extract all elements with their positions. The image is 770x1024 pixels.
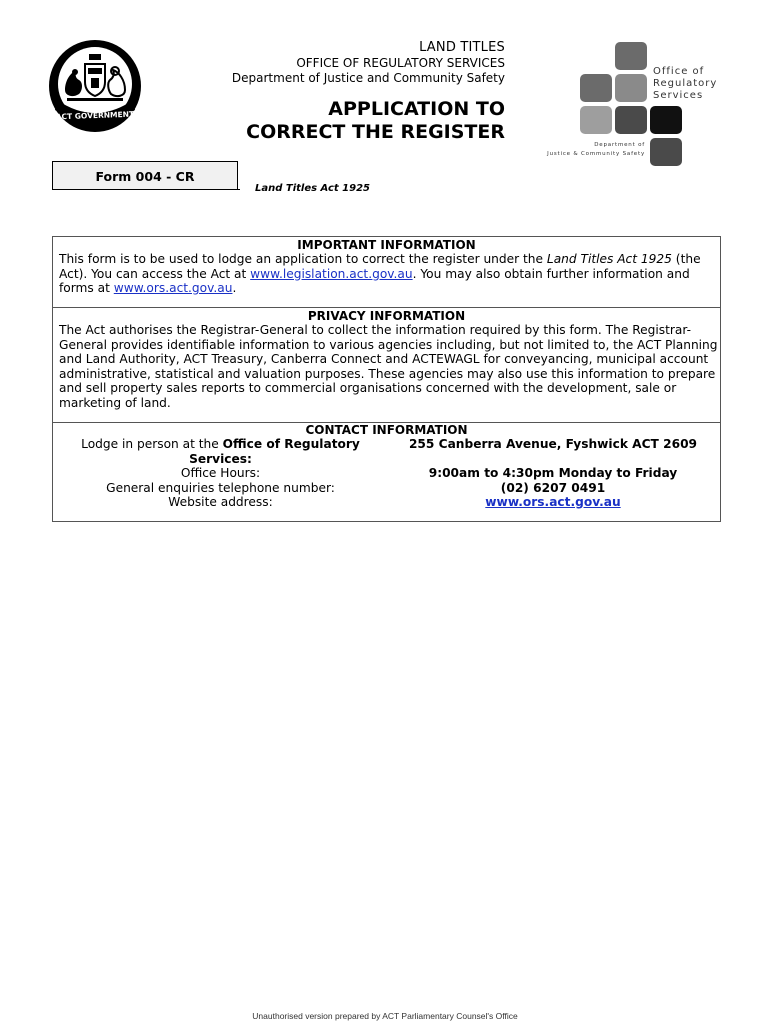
ors-logo-sub2: Justice & Community Safety — [547, 151, 645, 157]
section-divider — [53, 307, 720, 308]
important-text-part1: This form is to be used to lodge an application to correct the register under the — [59, 252, 547, 266]
ors-logo — [518, 40, 748, 168]
ors-logo-sub1: Department of — [594, 142, 645, 148]
legislation-link[interactable]: www.legislation.act.gov.au — [250, 266, 413, 281]
lodge-prefix: Lodge in person at the — [81, 437, 223, 451]
important-heading: IMPORTANT INFORMATION — [297, 238, 476, 252]
ors-logo-line1: Office of — [653, 66, 705, 77]
contact-phone: (02) 6207 0491 — [500, 480, 606, 495]
lodge-office: Office of Regulatory Services: — [189, 437, 360, 466]
form-number-tag: Form 004 - CR — [52, 161, 238, 189]
contact-labels — [53, 437, 388, 510]
website-label: Website address: — [168, 495, 273, 509]
hours-label: Office Hours: — [180, 466, 261, 480]
contact-address: 255 Canberra Avenue, Fyshwick ACT 2609 — [408, 437, 698, 451]
phone-label: General enquiries telephone number: — [106, 480, 335, 495]
privacy-heading: PRIVACY INFORMATION — [307, 309, 466, 323]
ors-link[interactable]: www.ors.act.gov.au — [113, 281, 233, 295]
important-act-title: Land Titles Act 1925 — [546, 252, 672, 266]
important-text — [59, 252, 719, 296]
lodge-label — [53, 437, 388, 466]
important-text-part3: . You may also obtain further information and forms at — [59, 266, 690, 295]
page-title-line1: APPLICATION TO — [328, 98, 505, 120]
page-title — [150, 98, 505, 144]
page-title-line2: CORRECT THE REGISTER — [246, 121, 505, 143]
contact-heading: CONTACT INFORMATION — [305, 423, 468, 437]
header-office: OFFICE OF REGULATORY SERVICES — [296, 56, 505, 70]
header-land-titles: LAND TITLES — [419, 40, 505, 55]
act-reference: Land Titles Act 1925 — [255, 183, 371, 194]
important-text-part2: (the Act). You can access the Act at — [59, 252, 701, 281]
ors-logo-line3: Services — [653, 90, 704, 101]
form-tag-underline — [52, 189, 240, 190]
act-government-crest-icon — [47, 38, 143, 134]
important-text-part4: . — [232, 281, 237, 295]
svg-text:ACT GOVERNMENT: ACT GOVERNMENT — [55, 109, 135, 122]
contact-values — [383, 437, 723, 510]
contact-hours: 9:00am to 4:30pm Monday to Friday — [428, 466, 678, 480]
contact-spacer — [383, 452, 723, 467]
information-box — [52, 236, 721, 522]
header-department: Department of Justice and Community Safety — [231, 71, 505, 85]
privacy-text: The Act authorises the Registrar-General to collect the information required by this form. The Registrar-General provides identifiable information to various agencies including, but not limited to, the ACT Planning and Land Authority, ACT Treasury, Canberra Connect and ACTEWAGL for conveyancing, municipal account administrative, statistical and valuation purposes. These agencies may also use this information to prepare and sell property sales reports to commercial organisations concerned with the development, sale or marketing of land. — [59, 323, 718, 410]
footer-note: Unauthorised version prepared by ACT Parliamentary Counsel's Office — [252, 1011, 518, 1021]
ors-logo-line2: Regulatory — [653, 78, 718, 89]
contact-website-link[interactable]: www.ors.act.gov.au — [485, 495, 621, 509]
